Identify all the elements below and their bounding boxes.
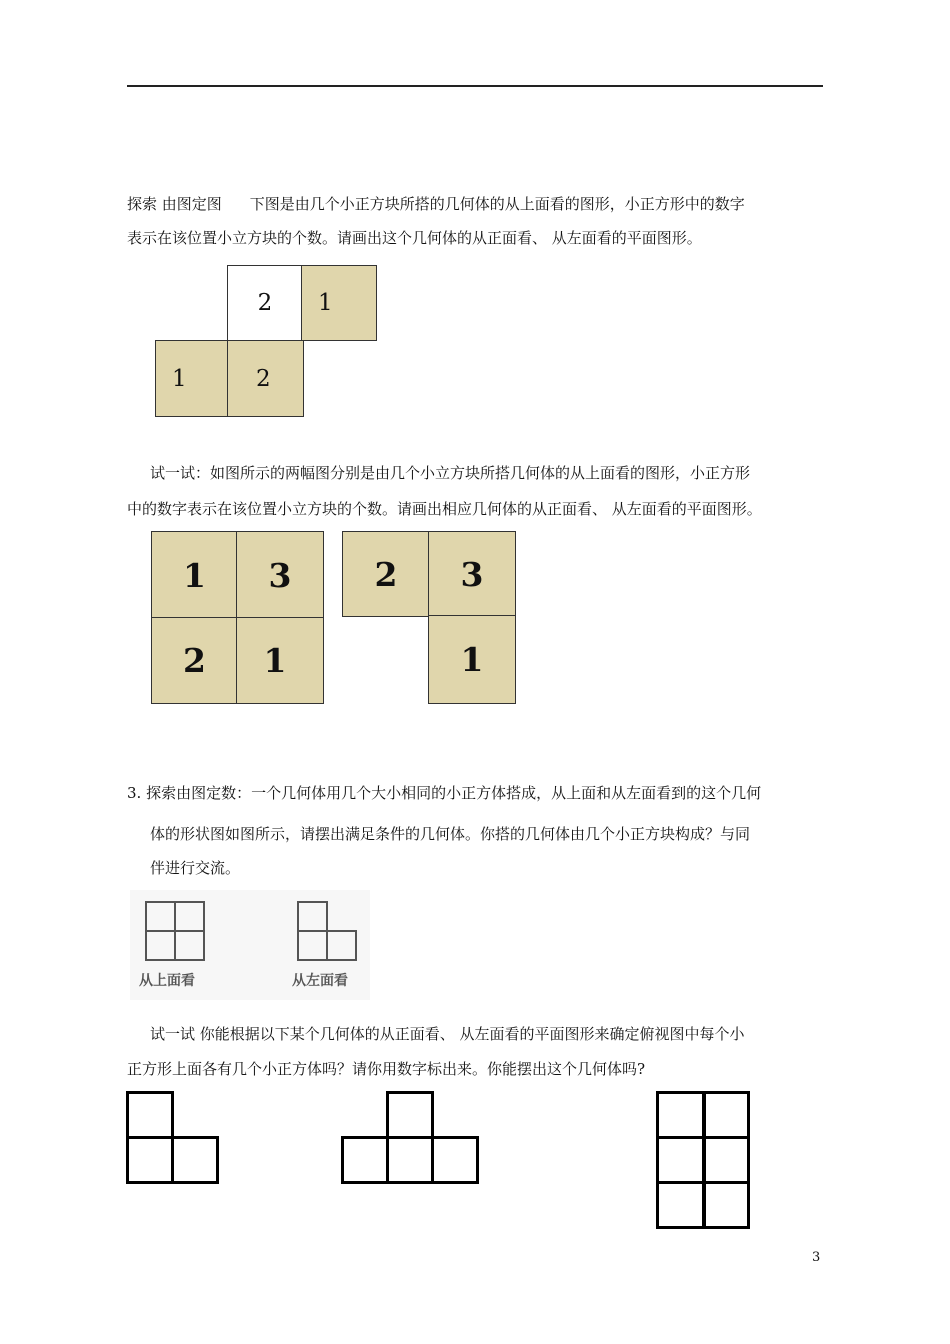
page-number: 3 bbox=[812, 1250, 821, 1265]
shape2-cell bbox=[341, 1136, 389, 1184]
shape1-cell bbox=[171, 1136, 219, 1184]
grid1-cell-bottom-left: 1 bbox=[155, 340, 229, 417]
shape2-cell bbox=[386, 1136, 434, 1184]
gridB-cell-3: 1 bbox=[428, 615, 516, 704]
shape1-cell bbox=[126, 1136, 174, 1184]
explore3-line1: 3. 探索由图定数：一个几何体用几个大小相同的小正方体搭成，从上面和从左面看到的这个几何 bbox=[127, 784, 762, 802]
explore1-heading: 探索 由图定图 bbox=[127, 195, 222, 213]
explore3-line3: 伴进行交流。 bbox=[150, 859, 241, 877]
explore3-line2: 体的形状图如图所示，请摆出满足条件的几何体。你搭的几何体由几个小正方块构成？与同 bbox=[150, 825, 751, 843]
gridB-cell-1: 2 bbox=[342, 531, 430, 617]
try2-line2: 正方形上面各有几个小正方体吗？请你用数字标出来。你能摆出这个几何体吗? bbox=[127, 1060, 646, 1078]
caption-top-view: 从上面看 bbox=[139, 973, 195, 989]
try1-line2: 中的数字表示在该位置小立方块的个数。请画出相应几何体的从正面看、 从左面看的平面图形。 bbox=[127, 500, 762, 518]
try1-line1: 试一试：如图所示的两幅图分别是由几个小立方块所搭几何体的从上面看的图形，小正方形 bbox=[150, 464, 751, 482]
top-view-cell bbox=[145, 901, 176, 932]
shape3-cell bbox=[702, 1136, 750, 1184]
gridA-cell-3: 2 bbox=[151, 617, 238, 704]
left-view-cell bbox=[297, 930, 328, 961]
caption-left-view: 从左面看 bbox=[292, 973, 348, 989]
shape3-cell bbox=[702, 1091, 750, 1139]
left-view-cell bbox=[326, 930, 357, 961]
gridA-cell-2: 3 bbox=[236, 531, 324, 619]
shape2-cell bbox=[386, 1091, 434, 1139]
try2-line1: 试一试 你能根据以下某个几何体的从正面看、 从左面看的平面图形来确定俯视图中每个小 bbox=[150, 1025, 745, 1043]
explore1-text: 下图是由几个小正方块所搭的几何体的从上面看的图形，小正方形中的数字 bbox=[249, 195, 745, 213]
top-view-cell bbox=[174, 901, 205, 932]
grid1-cell-top-left: 2 bbox=[227, 265, 303, 341]
gridB-cell-2: 3 bbox=[428, 531, 516, 617]
explore1-line2: 表示在该位置小立方块的个数。请画出这个几何体的从正面看、 从左面看的平面图形。 bbox=[127, 229, 702, 247]
grid1-cell-top-right: 1 bbox=[301, 265, 377, 341]
shape1-cell bbox=[126, 1091, 174, 1139]
gridA-cell-4: 1 bbox=[236, 617, 324, 704]
gridA-cell-1: 1 bbox=[151, 531, 238, 619]
left-view-cell bbox=[297, 901, 328, 932]
shape3-cell bbox=[656, 1181, 706, 1229]
top-view-cell bbox=[145, 930, 176, 961]
shape2-cell bbox=[431, 1136, 479, 1184]
shape3-cell bbox=[656, 1091, 706, 1139]
shape3-cell bbox=[656, 1136, 706, 1184]
shape3-cell bbox=[702, 1181, 750, 1229]
explore1-line1 bbox=[127, 188, 827, 221]
top-view-cell bbox=[174, 930, 205, 961]
grid1-cell-bottom-right: 2 bbox=[227, 340, 304, 417]
header-rule bbox=[127, 85, 823, 87]
